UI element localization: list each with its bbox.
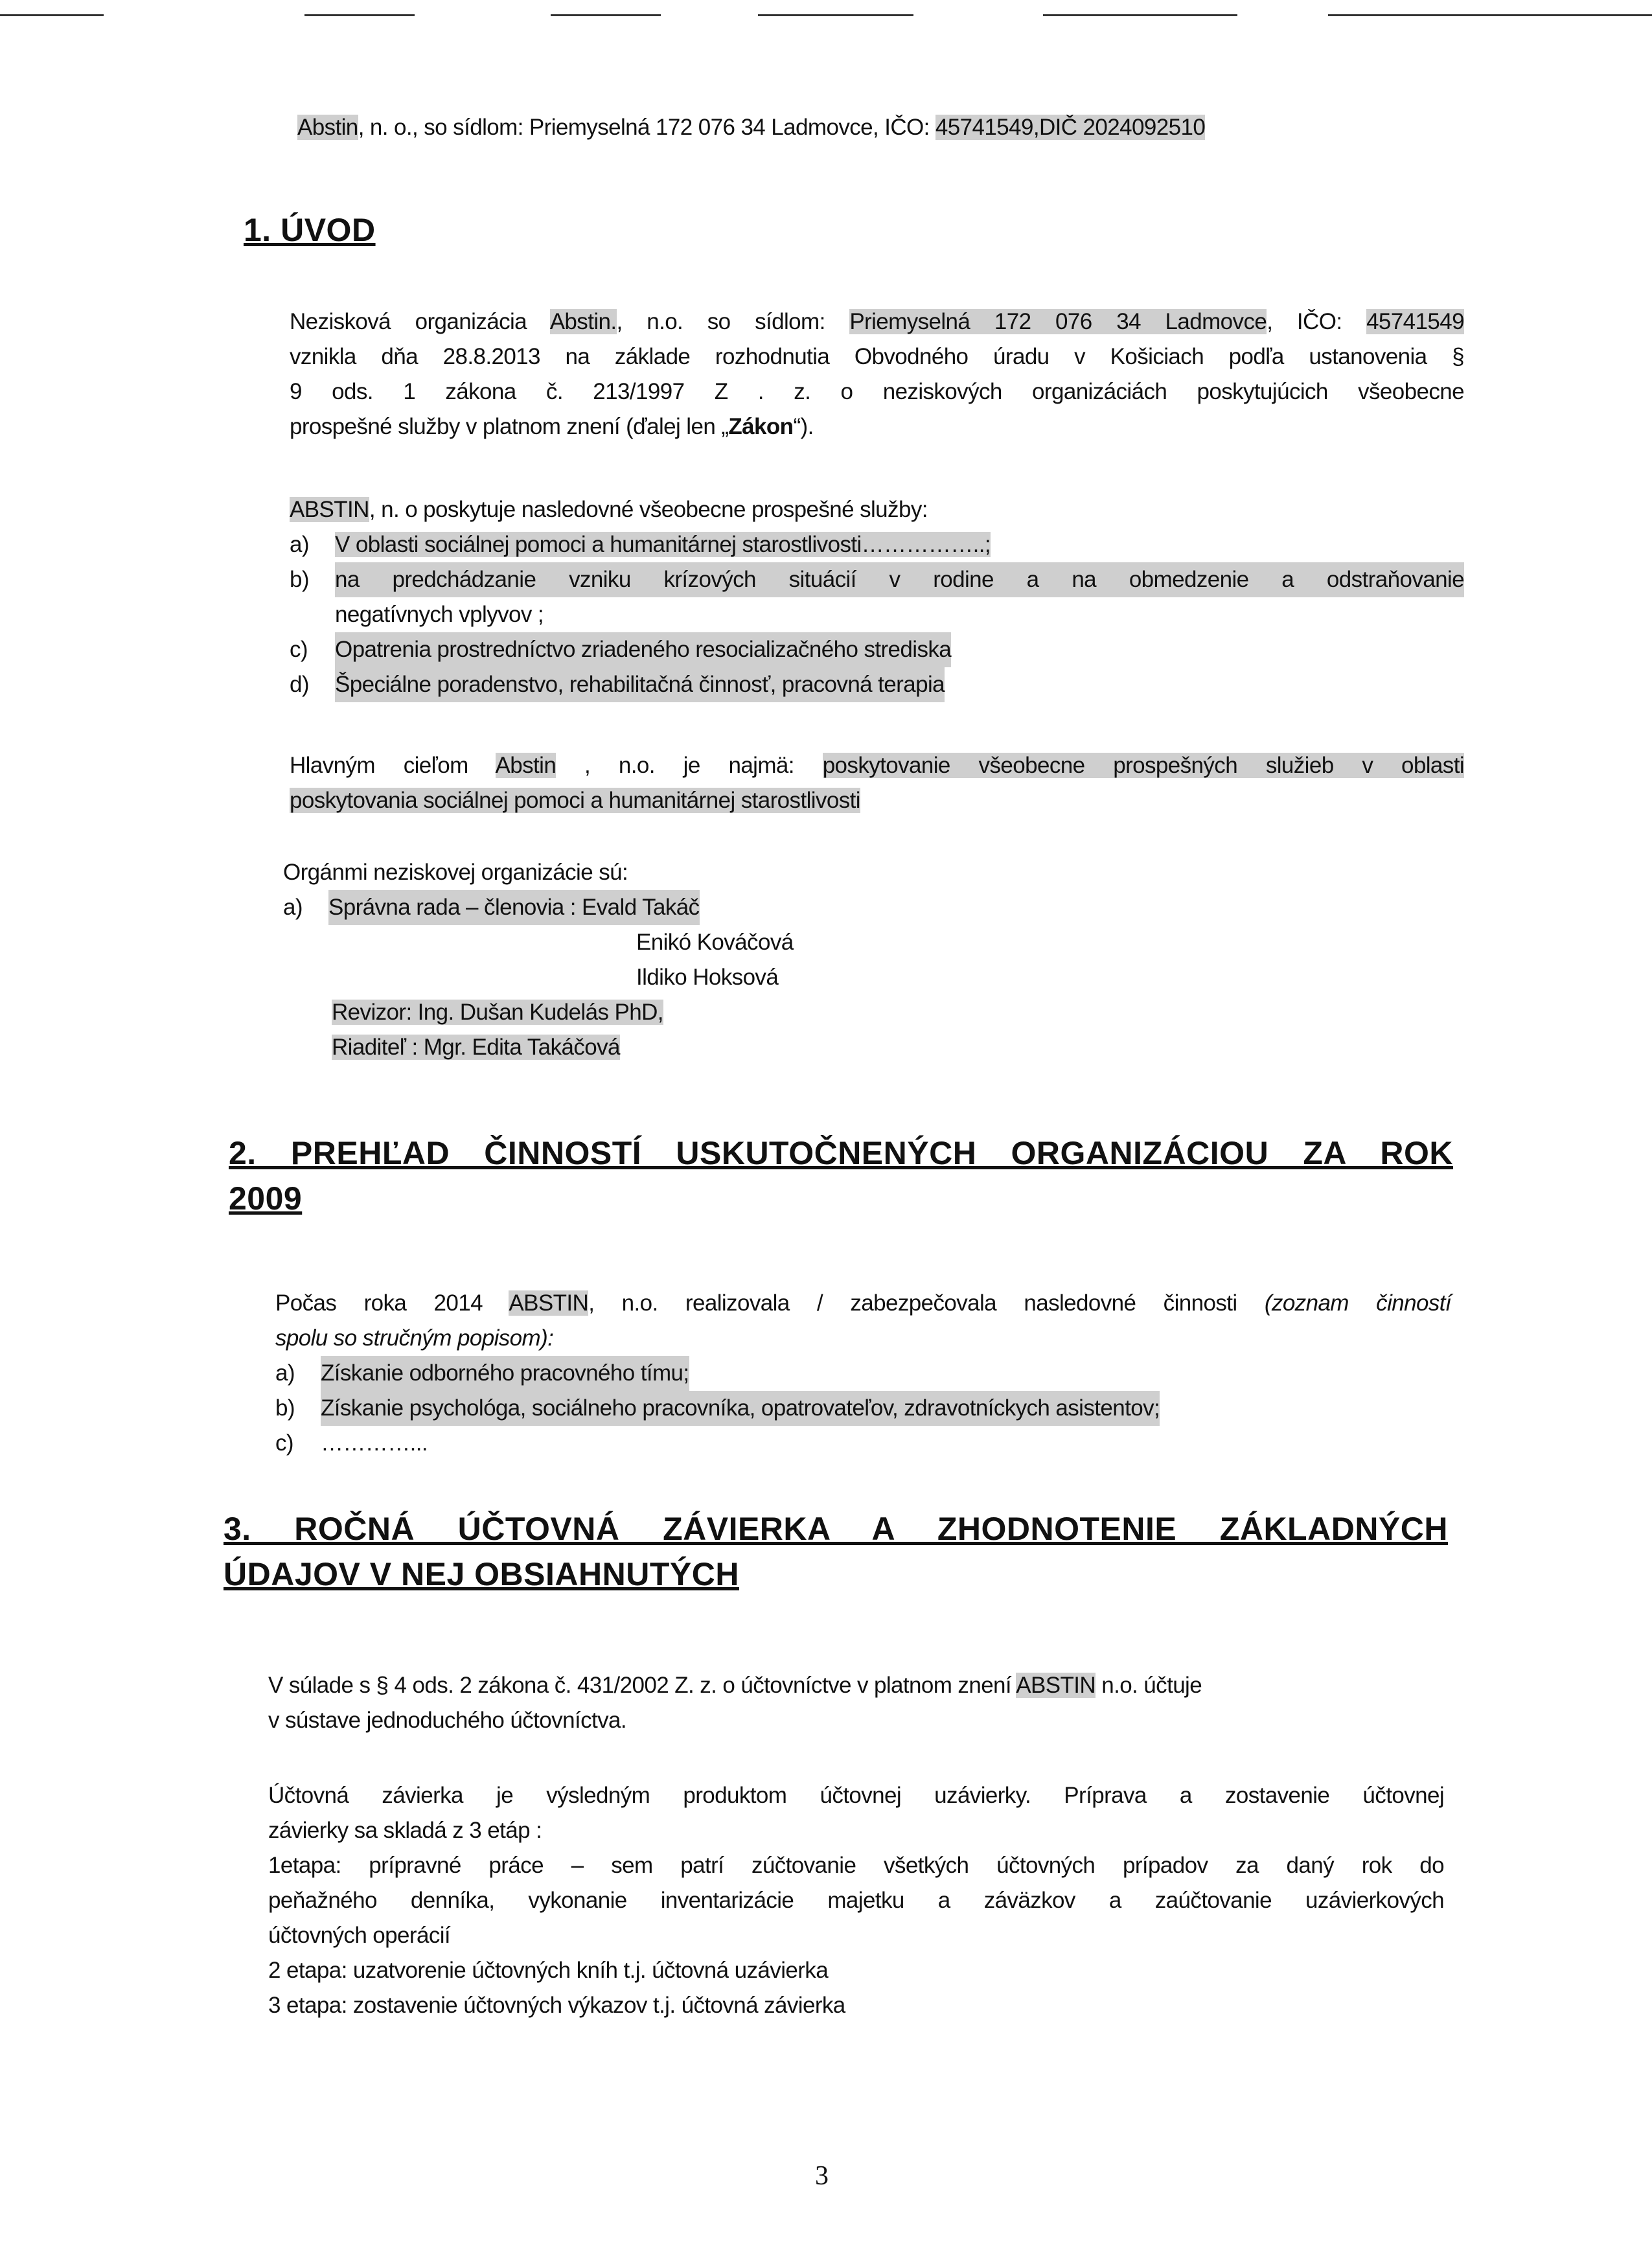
- list-marker: a): [275, 1360, 295, 1386]
- organs-block: [283, 855, 1458, 1065]
- org-ids: 45741549,DIČ 2024092510: [935, 115, 1206, 140]
- text-line: vznikla dňa 28.8.2013 na základe rozhodnutia Obvodného úradu v Košiciach podľa ustanovenia §: [290, 344, 1464, 369]
- header-text: , n. o., so sídlom: Priemyselná 172 076 34 Ladmovce, IČO:: [358, 115, 935, 140]
- text: , n. o poskytuje nasledovné všeobecne prospešné služby:: [369, 497, 928, 522]
- list-item: [275, 1426, 1451, 1461]
- services-block: [290, 492, 1464, 702]
- auditor: Revizor: Ing. Dušan Kudelás PhD,: [332, 1000, 663, 1025]
- text: , n.o. realizovala / zabezpečovala nasledovné činnosti: [588, 1290, 1265, 1316]
- text: Počas roka 2014: [275, 1290, 509, 1316]
- text: spolu so stručným popisom):: [275, 1325, 554, 1351]
- text: Nezisková organizácia: [290, 309, 550, 334]
- list-marker: b): [275, 1395, 295, 1421]
- list-marker: c): [275, 1430, 293, 1456]
- scan-line: [1043, 14, 1237, 16]
- item-text: Získanie psychológa, sociálneho pracovníka, opatrovateľov, zdravotníckych asistentov;: [321, 1391, 1160, 1426]
- title-line: ÚDAJOV V NEJ OBSIAHNUTÝCH: [224, 1556, 739, 1592]
- item-text: Špeciálne poradenstvo, rehabilitačná činnosť, pracovná terapia: [335, 667, 945, 702]
- text-line: 3 etapa: zostavenie účtovných výkazov t.j. účtovná závierka: [268, 1993, 845, 2018]
- text: prospešné služby v platnom znení (ďalej len „: [290, 414, 729, 439]
- list-marker: b): [290, 567, 309, 592]
- item-text: …………...: [321, 1430, 428, 1456]
- item-text: V oblasti sociálnej pomoci a humanitárnej starostlivosti: [335, 532, 862, 557]
- activities-block: [275, 1286, 1451, 1461]
- list-item: [275, 1356, 1451, 1391]
- text: n.o. účtuje: [1096, 1673, 1202, 1698]
- text: V súlade s § 4 ods. 2 zákona č. 431/2002 Z. z. o účtovníctve v platnom znení: [268, 1673, 1016, 1698]
- list-item: [290, 667, 1464, 702]
- list-item: [290, 632, 1464, 667]
- board-member: Ildiko Hoksová: [636, 965, 779, 990]
- text: , n.o. so sídlom:: [616, 309, 850, 334]
- title-line: 2009: [229, 1180, 303, 1217]
- goal-paragraph: [290, 748, 1464, 818]
- text-line: účtovných operácií: [268, 1923, 451, 1948]
- text-line: závierky sa skladá z 3 etáp :: [268, 1818, 542, 1843]
- org-name: ABSTIN: [290, 497, 369, 522]
- page-number: 3: [815, 2161, 829, 2191]
- text-line: v sústave jednoduchého účtovníctva.: [268, 1708, 626, 1733]
- law-term: Zákon: [728, 414, 794, 439]
- text-line: peňažného denníka, vykonanie inventarizácie majetku a záväzkov a zaúčtovanie uzávierkových: [268, 1888, 1444, 1913]
- org-name: Abstin: [495, 753, 556, 778]
- director: Riaditeľ : Mgr. Edita Takáčová: [332, 1035, 620, 1060]
- closing-paragraph: [268, 1778, 1444, 2023]
- text-line: 2 etapa: uzatvorenie účtovných kníh t.j. účtovná uzávierka: [268, 1958, 829, 1983]
- text: Hlavným cieľom: [290, 753, 496, 778]
- board-member: Enikó Kováčová: [636, 930, 794, 955]
- scan-line: [1328, 14, 1652, 16]
- list-marker: a): [283, 895, 303, 920]
- text: poskytovania sociálnej pomoci a humanitárnej starostlivosti: [290, 788, 860, 813]
- header-line: [297, 110, 1205, 145]
- title-line: 3. ROČNÁ ÚČTOVNÁ ZÁVIERKA A ZHODNOTENIE ZÁKLADNÝCH: [224, 1511, 1448, 1547]
- scan-line: [551, 14, 661, 16]
- organs-title: Orgánmi neziskovej organizácie sú:: [283, 860, 628, 885]
- scan-line: [758, 14, 913, 16]
- item-text: Získanie odborného pracovného tímu;: [321, 1356, 689, 1391]
- title-line: 2. PREHĽAD ČINNOSTÍ USKUTOČNENÝCH ORGANIZÁCIOU ZA ROK: [229, 1135, 1453, 1171]
- list-marker: a): [290, 532, 309, 557]
- org-name: Abstin: [297, 115, 358, 140]
- org-name: ABSTIN: [1016, 1673, 1096, 1698]
- scan-line: [0, 14, 104, 16]
- scan-line: [304, 14, 415, 16]
- list-item: [290, 527, 1464, 562]
- org-name: Abstin.: [549, 309, 617, 334]
- section-2-title: [229, 1130, 1453, 1221]
- text: , n.o. je najmä:: [556, 753, 823, 778]
- item-text: negatívnych vplyvov ;: [335, 602, 544, 627]
- item-text: Opatrenia prostredníctvo zriadeného resocializačného strediska: [335, 632, 951, 667]
- section-3-title: [224, 1506, 1448, 1597]
- text-line: Účtovná závierka je výsledným produktom účtovnej uzávierky. Príprava a zostavenie účtovnej: [268, 1783, 1444, 1808]
- text: (zoznam činností: [1264, 1290, 1451, 1316]
- text: “).: [793, 414, 814, 439]
- accounting-paragraph: [268, 1668, 1444, 1738]
- address: Priemyselná 172 076 34 Ladmovce: [849, 309, 1267, 334]
- ico: 45741549: [1366, 309, 1464, 334]
- item-suffix: ……………..;: [861, 532, 991, 557]
- list-item: [290, 562, 1464, 632]
- text-line: 1etapa: prípravné práce – sem patrí zúčtovanie všetkých účtovných prípadov za daný rok do: [268, 1853, 1444, 1878]
- item-text: na predchádzanie vzniku krízových situácií v rodine a na obmedzenie a odstraňovanie: [335, 562, 1464, 597]
- board-members: Správna rada – členovia : Evald Takáč: [328, 890, 700, 925]
- list-item: [275, 1391, 1451, 1426]
- list-marker: c): [290, 637, 308, 662]
- text-line: 9 ods. 1 zákona č. 213/1997 Z . z. o neziskových organizáciách poskytujúcich všeobecne: [290, 379, 1464, 404]
- section-1-title: 1. ÚVOD: [244, 212, 376, 248]
- text: , IČO:: [1267, 309, 1367, 334]
- text: poskytovanie všeobecne prospešných služieb v oblasti: [822, 753, 1465, 778]
- org-name: ABSTIN: [509, 1290, 589, 1316]
- intro-paragraph: [290, 304, 1464, 444]
- list-marker: d): [290, 672, 309, 697]
